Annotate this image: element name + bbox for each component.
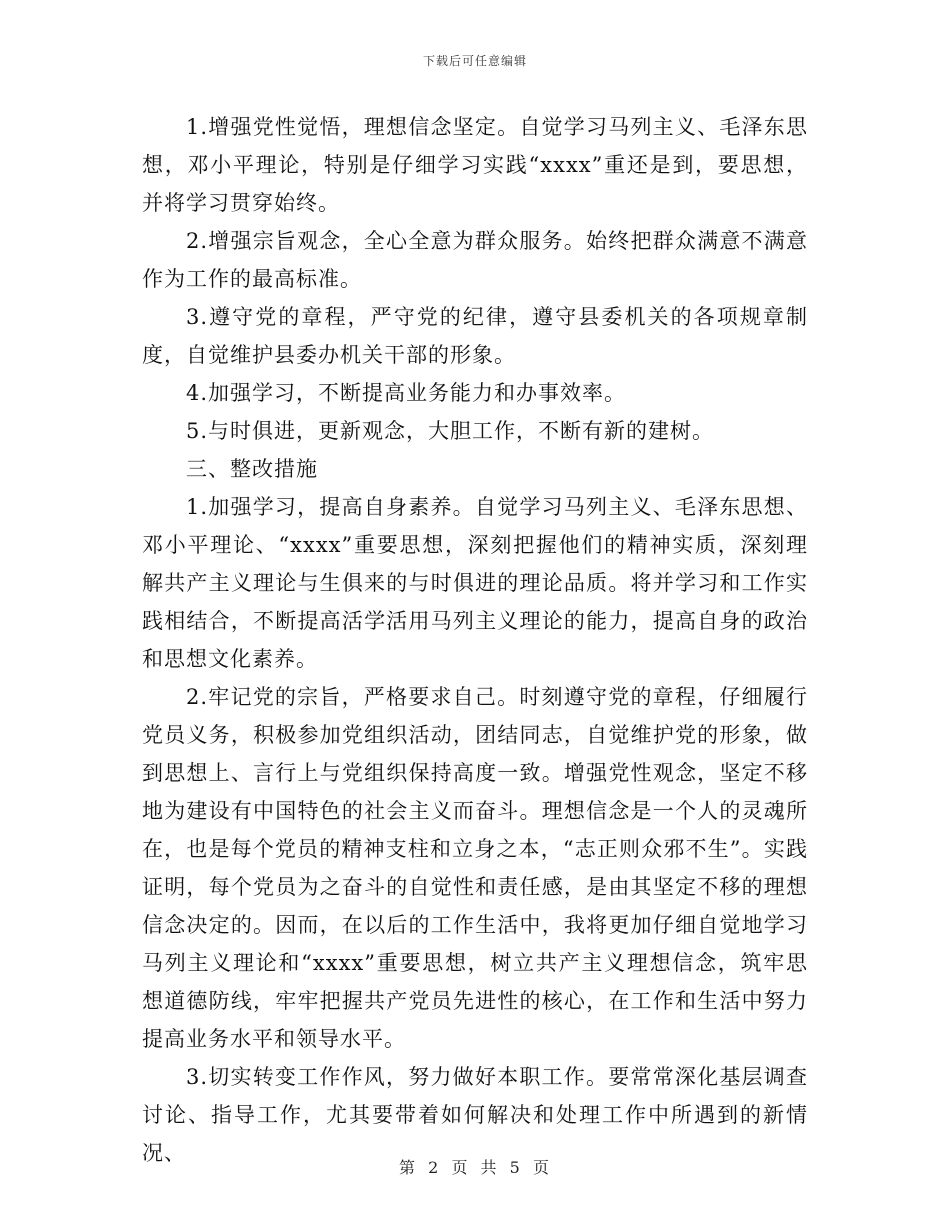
document-body (142, 108, 808, 1172)
paragraph-4: 4.加强学习，不断提高业务能力和办事效率。 (186, 381, 627, 405)
section-heading: 三、整改措施 (186, 457, 318, 481)
paragraph-8: 3.切实转变工作作风，努力做好本职工作。要常常深化基层调查讨论、指导工作，尤其要带着如何解决和处理工作中所遇到的新情况、 (142, 1065, 808, 1165)
paragraph-1: 1.增强党性觉悟，理想信念坚定。自觉学习马列主义、毛泽东思想，邓小平理论，特别是仔细学习实践“xxxx”重还是到，要思想，并将学习贯穿始终。 (142, 115, 808, 215)
footer-total-pages: 5 (509, 1158, 522, 1177)
footer-current-page: 2 (428, 1158, 441, 1177)
page-header-note: 下载后可任意编辑 (422, 54, 527, 68)
footer-label-gong: 共 (480, 1158, 499, 1177)
paragraph-7: 2.牢记党的宗旨，严格要求自己。时刻遵守党的章程，仔细履行党员义务，积极参加党组织活动，团结同志，自觉维护党的形象，做到思想上、言行上与党组织保持高度一致。增强党性观念，坚定不移地为建设有中国特色的社会主义而奋斗。理想信念是一个人的灵魂所在，也是每个党员的精神支柱和立身之本，“志正则众邪不生”。实践证明，每个党员为之奋斗的自觉性和责任感，是由其坚定不移的理想信念决定的。因而，在以后的工作生活中，我将更加仔细自觉地学习马列主义理论和“xxxx”重要思想，树立共产主义理想信念，筑牢思想道德防线，牢牢把握共产党员先进性的核心，在工作和生活中努力提高业务水平和领导水平。 (142, 685, 808, 1051)
footer-label-di: 第 (399, 1158, 418, 1177)
paragraph-2: 2.增强宗旨观念，全心全意为群众服务。始终把群众满意不满意作为工作的最高标准。 (142, 229, 808, 291)
paragraph-6: 1.加强学习，提高自身素养。自觉学习马列主义、毛泽东思想、邓小平理论、“xxxx”重要思想，深刻把握他们的精神实质，深刻理解共产主义理论与生俱来的与时俱进的理论品质。将并学习和工作实践相结合，不断提高活学活用马列主义理论的能力，提高自身的政治和思想文化素养。 (142, 495, 808, 671)
paragraph-3: 3.遵守党的章程，严守党的纪律，遵守县委机关的各项规章制度，自觉维护县委办机关干部的形象。 (142, 305, 808, 367)
paragraph-5: 5.与时俱进，更新观念，大胆工作，不断有新的建树。 (186, 419, 715, 443)
footer-label-ye2: 页 (532, 1158, 551, 1177)
page-footer (0, 1155, 950, 1178)
footer-label-ye: 页 (451, 1158, 470, 1177)
